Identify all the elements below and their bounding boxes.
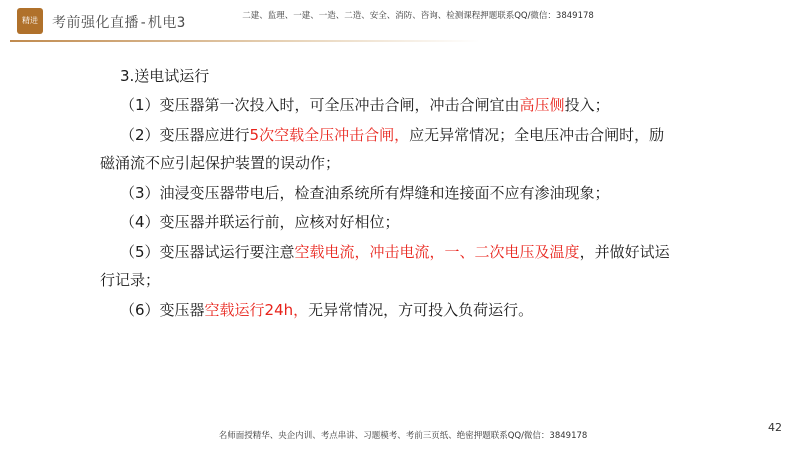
bottom-contact-banner: 名师面授精华、央企内训、考点串讲、习题模考、考前三页纸、绝密押题联系QQ/微信：3849178	[218, 431, 588, 441]
paragraph	[100, 121, 670, 178]
header-divider	[10, 40, 480, 42]
paragraph	[100, 296, 670, 325]
top-contact-banner: 二建、监理、一建、一造、二造、安全、消防、咨询、检测课程押题联系QQ/微信：3849178	[242, 11, 594, 21]
body-text: ，并做好试运行记录；	[100, 242, 670, 289]
paragraph	[100, 91, 670, 120]
body-text: （1）变压器第一次投入时，可全压冲击合闸，冲击合闸宜由	[120, 96, 520, 114]
logo-badge: 精进	[17, 8, 43, 34]
body-text: （4）变压器并联运行前，应核对好相位；	[120, 213, 400, 231]
highlight-text: 空载电流，冲击电流，一、二次电压及温度	[294, 242, 580, 261]
page-number: 42	[768, 421, 782, 434]
paragraph-list	[100, 91, 670, 324]
body-text: 无异常情况，方可投入负荷运行。	[308, 300, 534, 319]
body-text: 应无异常情况；全电压冲击合闸时，励磁涌流不应引起保护装置的误动作；	[100, 125, 665, 172]
section-title: 3.送电试运行	[120, 67, 210, 85]
body-text: 投入；	[564, 96, 610, 114]
paragraph	[100, 208, 670, 237]
course-title: 考前强化直播-机电3	[52, 15, 186, 31]
highlight-text: 5次空载全压冲击合闸，	[249, 125, 410, 144]
paragraph	[100, 238, 670, 295]
body-text: （3）油浸变压器带电后，检查油系统所有焊缝和连接面不应有渗油现象；	[120, 183, 610, 202]
slide-header	[0, 0, 800, 44]
slide-content	[100, 62, 670, 324]
body-text: （2）变压器应进行	[120, 125, 250, 144]
paragraph	[100, 179, 670, 208]
highlight-text: 空载运行24h，	[204, 300, 309, 319]
body-text: （5）变压器试运行要注意	[120, 242, 295, 261]
highlight-text: 高压侧	[519, 96, 565, 114]
body-text: （6）变压器	[120, 300, 205, 319]
